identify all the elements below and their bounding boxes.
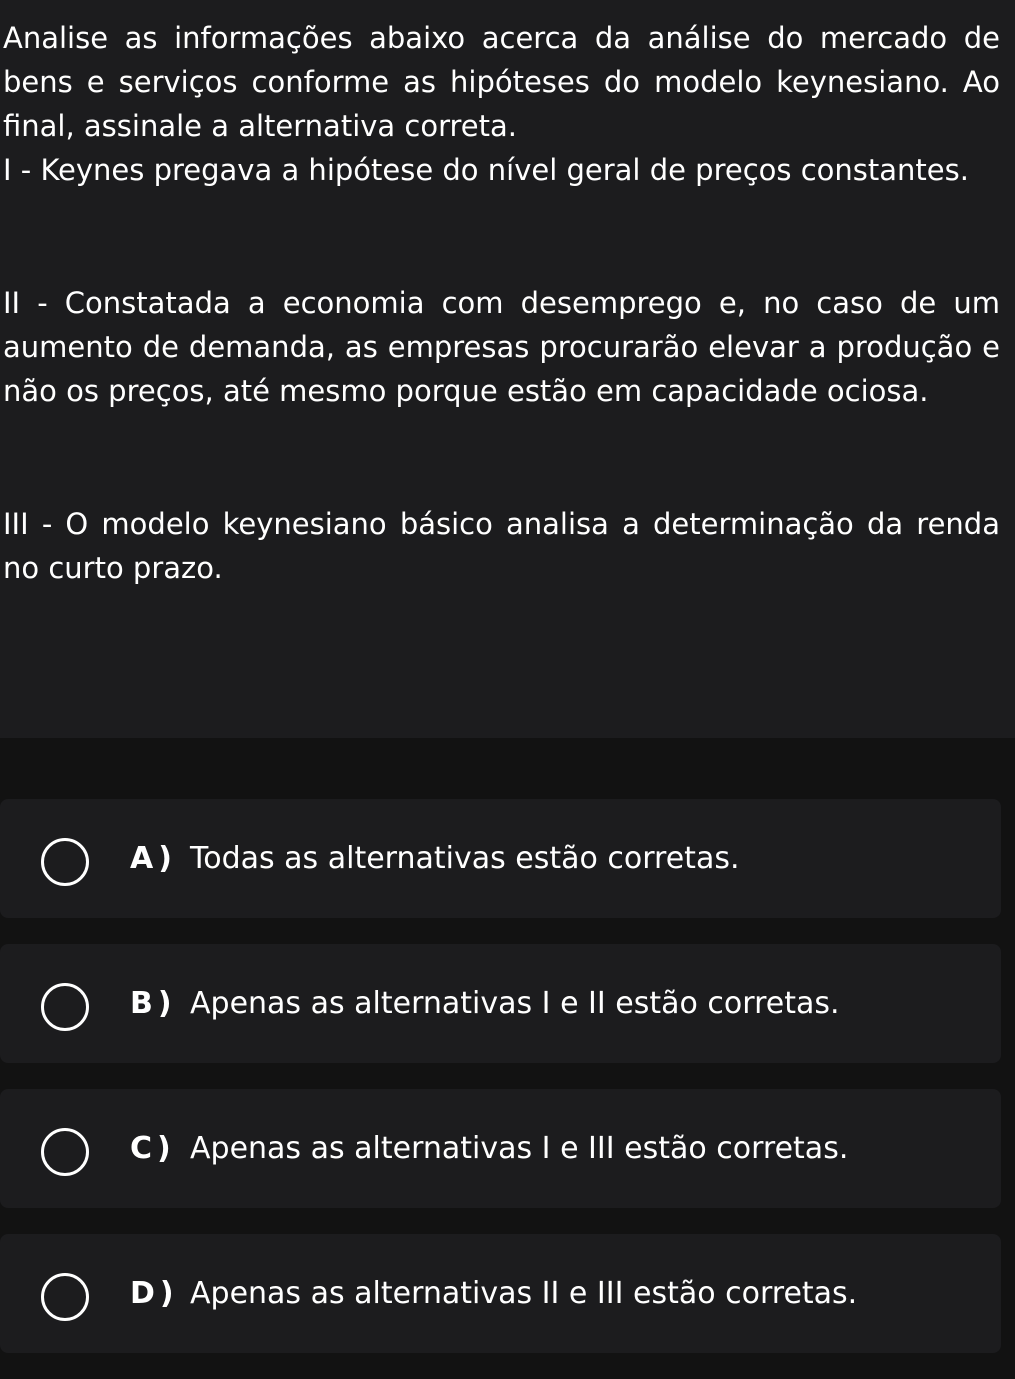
answer-options [0, 799, 1001, 1379]
radio-circle-icon[interactable] [41, 983, 89, 1031]
option-text: Apenas as alternativas I e III estão corretas. [190, 1131, 849, 1166]
option-text: Apenas as alternativas I e II estão corretas. [190, 986, 840, 1021]
option-paren: ) [158, 841, 172, 876]
option-d[interactable] [0, 1234, 1001, 1353]
question-text [3, 16, 1000, 590]
option-paren: ) [157, 986, 172, 1021]
statement-2: II - Constatada a economia com desemprego e, no caso de um aumento de demanda, as empresas procurarão elevar a produção e não os preços, até mesmo porque estão em capacidade ociosa. [3, 286, 1000, 408]
option-letter: C [130, 1131, 153, 1166]
option-a[interactable] [0, 799, 1001, 918]
option-letter: A [130, 841, 154, 876]
option-text: Todas as alternativas estão corretas. [190, 841, 740, 876]
question-intro: Analise as informações abaixo acerca da análise do mercado de bens e serviços conforme as hipóteses do modelo keynesiano. Ao final, assinale a alternativa correta. [3, 21, 1000, 143]
statement-3: III - O modelo keynesiano básico analisa a determinação da renda no curto prazo. [3, 507, 1000, 585]
radio-circle-icon[interactable] [41, 1273, 89, 1321]
option-letter: B [130, 986, 153, 1021]
radio-circle-icon[interactable] [41, 838, 89, 886]
option-paren: ) [157, 1131, 171, 1166]
radio-circle-icon[interactable] [41, 1128, 89, 1176]
statement-1: I - Keynes pregava a hipótese do nível geral de preços constantes. [3, 153, 969, 187]
option-letter: D [130, 1276, 155, 1311]
option-paren: ) [159, 1276, 174, 1311]
option-b[interactable] [0, 944, 1001, 1063]
option-c[interactable] [0, 1089, 1001, 1208]
option-text: Apenas as alternativas II e III estão corretas. [190, 1276, 858, 1311]
